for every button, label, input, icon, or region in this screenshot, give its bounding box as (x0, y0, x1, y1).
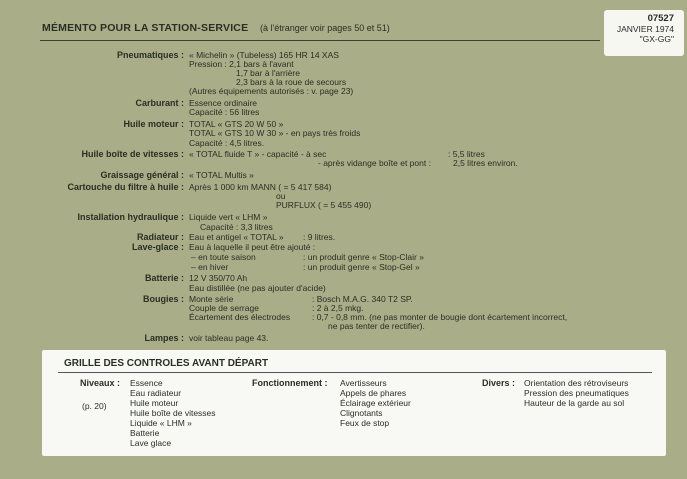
value-cartouche-purflux: PURFLUX ( = 5 455 490) (276, 200, 372, 210)
value-bougies-couple: Couple de serrage (189, 303, 259, 313)
value-bougies-mkg: : 2 à 2,5 mkg. (312, 303, 364, 313)
value-graissage: « TOTAL Multis » (189, 170, 254, 180)
niveaux-label: Niveaux : (80, 378, 121, 388)
value-lampes: voir tableau page 43. (189, 333, 269, 343)
value-pneu-pression-secours: 2,3 bars à la roue de secours (236, 77, 347, 87)
value-batterie: 12 V 350/70 Ah (189, 273, 248, 283)
value-bv-vidange: - après vidange boîte et pont : (318, 158, 431, 168)
fonctionnement-label: Fonctionnement : (252, 378, 328, 388)
value-bougies-ecartement: Écartement des électrodes (189, 312, 291, 322)
label-cartouche: Cartouche du filtre à huile : (67, 182, 184, 192)
niveaux-item: Huile boîte de vitesses (130, 408, 216, 418)
value-batterie-eau: Eau distillée (ne pas ajouter d'acide) (189, 283, 326, 293)
fonctionnement-item: Avertisseurs (340, 378, 387, 388)
value-radiateur-capacite: : 9 litres. (303, 232, 336, 242)
value-lave-saison-produit: : un produit genre « Stop-Clair » (303, 252, 424, 262)
value-huile-2: TOTAL « GTS 10 W 30 » - en pays très froids (189, 128, 361, 138)
value-radiateur: Eau et antigel « TOTAL » (189, 232, 284, 242)
value-cartouche-ou: ou (276, 191, 286, 201)
niveaux-item: Lave glace (130, 438, 172, 448)
value-bougies-bosch: : Bosch M.A.G. 340 T2 SP. (312, 294, 413, 304)
divers-item: Pression des pneumatiques (524, 388, 629, 398)
value-huile-1: TOTAL « GTS 20 W 50 » (189, 119, 284, 129)
label-lave-glace: Lave-glace : (131, 242, 184, 252)
label-radiateur: Radiateur : (136, 232, 184, 242)
value-bougies-rectifier: ne pas tenter de rectifier). (328, 321, 425, 331)
label-carburant: Carburant : (135, 98, 184, 108)
value-pneu-type: « Michelin » (Tubeless) 165 HR 14 XAS (189, 50, 339, 60)
value-hydraulique-capacite: Capacité : 3,3 litres (200, 222, 273, 232)
model-code: "GX-GG" (639, 34, 674, 44)
value-lave-saison: – en toute saison (191, 252, 256, 262)
fonctionnement-item: Appels de phares (340, 388, 407, 398)
label-huile-boite: Huile boîte de vitesses : (81, 149, 184, 159)
value-carburant-type: Essence ordinaire (189, 98, 258, 108)
label-graissage: Graissage général : (100, 170, 184, 180)
niveaux-item: Batterie (130, 428, 160, 438)
value-huile-capacite: Capacité : 4,5 litres. (189, 138, 265, 148)
checklist-panel (42, 350, 666, 456)
value-cartouche-mann: Après 1 000 km MANN ( = 5 417 584) (189, 182, 332, 192)
value-pneu-pression-avant: Pression : 2,1 bars à l'avant (189, 59, 294, 69)
divers-item: Hauteur de la garde au sol (524, 398, 625, 408)
fonctionnement-item: Clignotants (340, 408, 383, 418)
label-lampes: Lampes : (144, 333, 184, 343)
divers-label: Divers : (482, 378, 516, 388)
label-batterie: Batterie : (144, 273, 184, 283)
checklist-rule (58, 372, 652, 373)
reference-number: 07527 (647, 13, 674, 24)
value-lave-hiver-produit: : un produit genre « Stop-Gel » (303, 262, 420, 272)
value-pneu-autres: (Autres équipements autorisés : v. page 23) (189, 86, 354, 96)
publication-date: JANVIER 1974 (616, 24, 674, 34)
document-header (40, 20, 600, 42)
value-lave-hiver: – en hiver (191, 262, 229, 272)
niveaux-page: (p. 20) (82, 401, 107, 411)
reference-tag (604, 10, 684, 56)
document-subtitle: (à l'étranger voir pages 50 et 51) (260, 23, 390, 33)
value-bv-fluide: « TOTAL fluide T » - capacité - à sec (189, 149, 327, 159)
label-pneumatiques: Pneumatiques : (116, 50, 184, 60)
value-carburant-capacite: Capacité : 56 litres (189, 107, 260, 117)
label-hydraulique: Installation hydraulique : (77, 212, 184, 222)
value-bougies-mm: : 0,7 - 0,8 mm. (ne pas monter de bougie dont écartement incorrect, (312, 312, 568, 322)
value-bv-sec: : 5,5 litres (448, 149, 485, 159)
header-rule (40, 40, 600, 41)
divers-item: Orientation des rétroviseurs (524, 378, 629, 388)
document-title: MÉMENTO POUR LA STATION-SERVICE (42, 22, 249, 34)
label-bougies: Bougies : (142, 294, 184, 304)
checklist-title: GRILLE DES CONTROLES AVANT DÉPART (64, 358, 269, 369)
niveaux-item: Liquide « LHM » (130, 418, 192, 428)
value-lave-glace: Eau à laquelle il peut être ajouté : (189, 242, 316, 252)
niveaux-item: Essence (130, 378, 163, 388)
value-bv-environ: 2,5 litres environ. (453, 158, 518, 168)
label-huile-moteur: Huile moteur : (123, 119, 184, 129)
value-bougies-monte: Monte série (189, 294, 234, 304)
value-pneu-pression-arriere: 1,7 bar à l'arrière (236, 68, 300, 78)
fonctionnement-item: Éclairage extérieur (340, 398, 411, 408)
fonctionnement-item: Feux de stop (340, 418, 390, 428)
niveaux-item: Eau radiateur (130, 388, 182, 398)
niveaux-item: Huile moteur (130, 398, 179, 408)
value-hydraulique-liquide: Liquide vert « LHM » (189, 212, 268, 222)
